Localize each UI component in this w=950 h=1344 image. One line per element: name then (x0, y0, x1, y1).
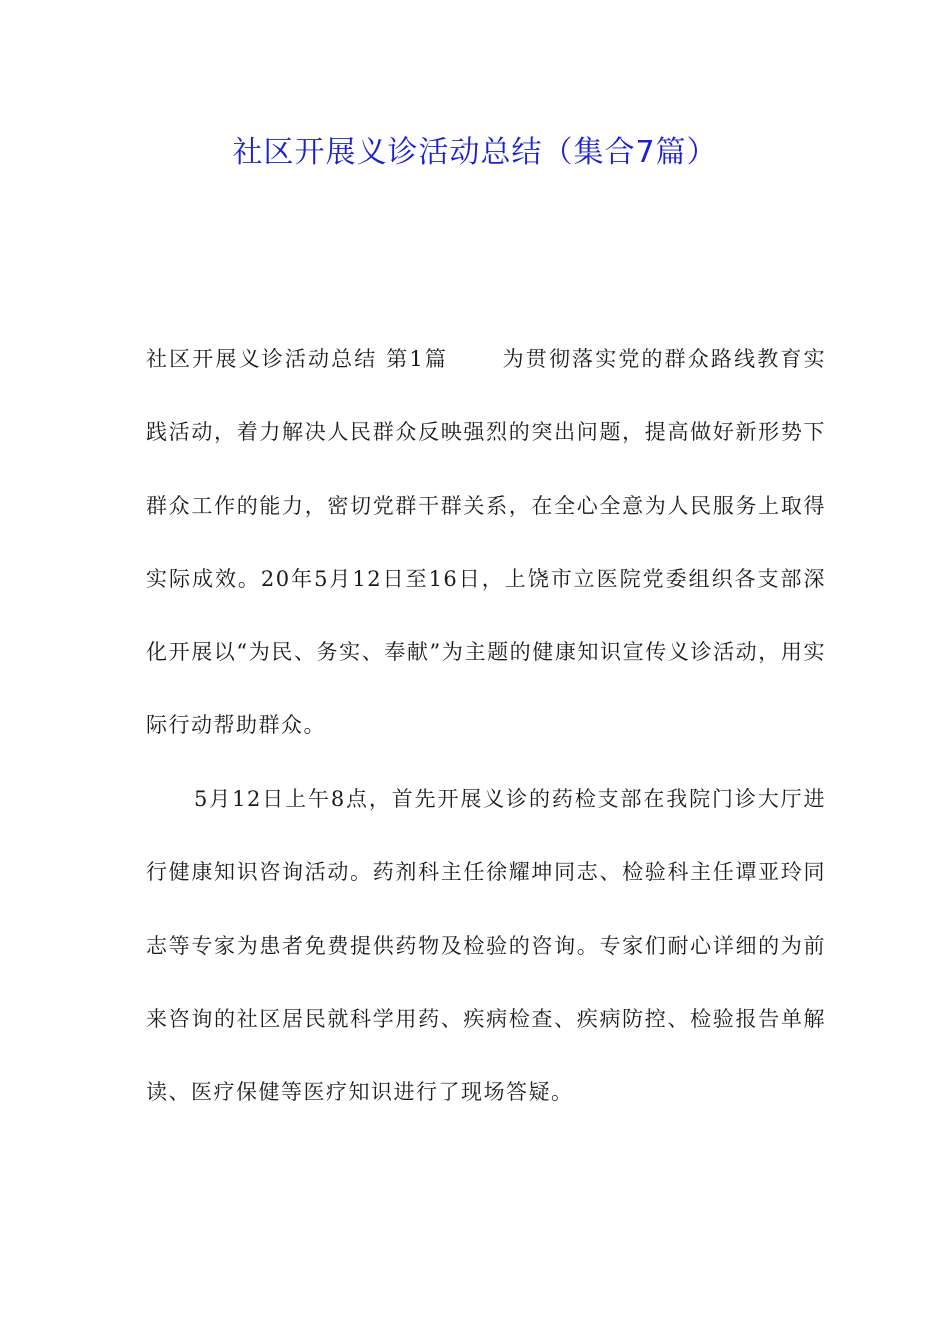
section-heading: 社区开展义诊活动总结 第1篇 (146, 347, 449, 371)
paragraph-2: 5月12日上午8点，首先开展义诊的药检支部在我院门诊大厅进行健康知识咨询活动。药剂科主任徐耀坤同志、检验科主任谭亚玲同志等专家为患者免费提供药物及检验的咨询。专家们耐心详细的为前来咨询的社区居民就科学用药、疾病检查、疾病防控、检验报告单解读、医疗保健等医疗知识进行了现场答疑。 (146, 787, 826, 1105)
paragraph-1 (146, 323, 826, 763)
paragraph-1-text: 为贯彻落实党的群众路线教育实践活动，着力解决人民群众反映强烈的突出问题，提高做好新形势下群众工作的能力，密切党群干群关系，在全心全意为人民服务上取得实际成效。20年5月12日至16日，上饶市立医院党委组织各支部深化开展以“为民、务实、奉献”为主题的健康知识宣传义诊活动，用实际行动帮助群众。 (146, 347, 826, 738)
document-title: 社区开展义诊活动总结（集合7篇） (232, 135, 718, 170)
